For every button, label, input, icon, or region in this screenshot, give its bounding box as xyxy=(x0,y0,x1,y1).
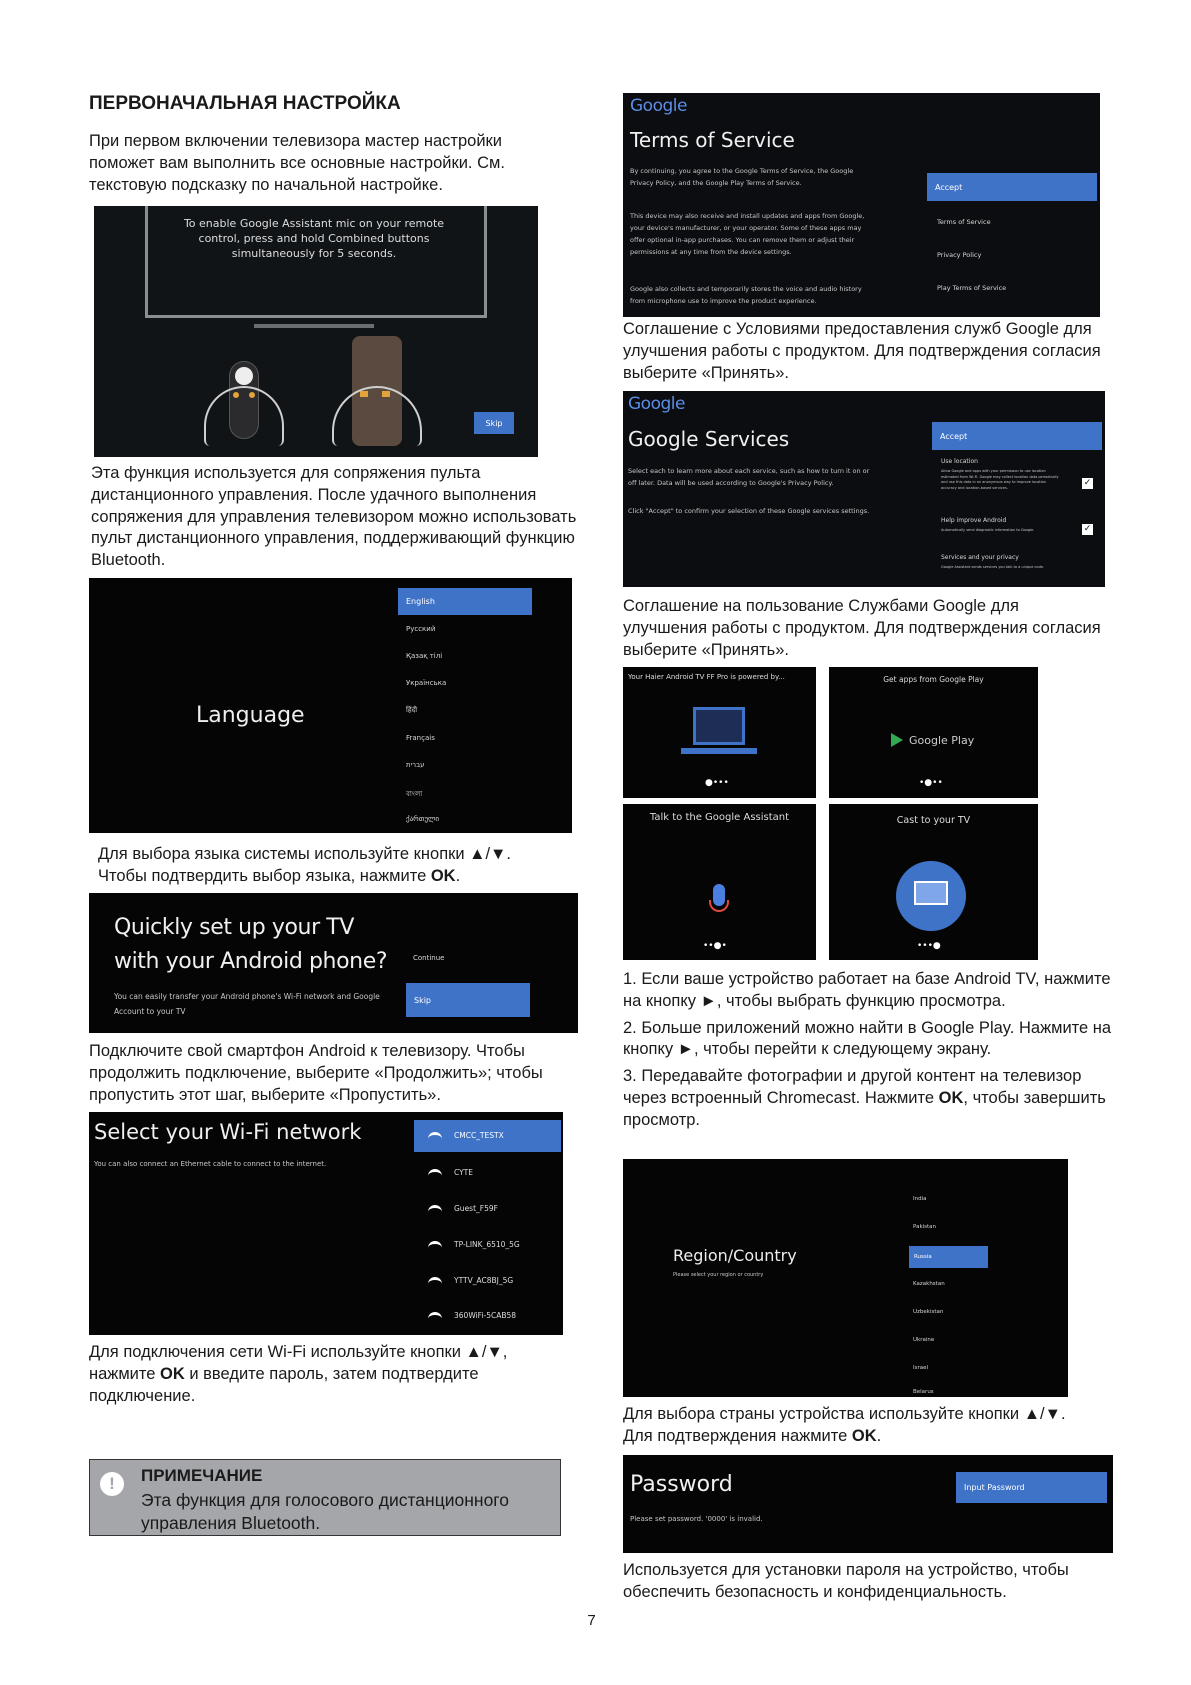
note-title: ПРИМЕЧАНИЕ xyxy=(141,1466,263,1485)
language-caption-line2: Чтобы подтвердить выбор языка, нажмите OK. xyxy=(98,866,461,885)
phone-setup-screen xyxy=(89,893,578,1033)
language-option[interactable]: বাংলা xyxy=(406,790,423,798)
use-location-desc: Allow Google and apps with your permission to use location estimated from Wi-Fi. Google may collect location data periodically and use this data in an anonymous way to improve location accuracy and location-based services. xyxy=(941,469,1059,490)
help-improve-label: Help improve Android xyxy=(941,517,1007,524)
wifi-icon xyxy=(428,1205,442,1213)
password-screen xyxy=(623,1455,1113,1553)
language-option[interactable]: Українська xyxy=(406,679,447,687)
tv-stand xyxy=(254,324,374,328)
password-input[interactable]: Input Password xyxy=(956,1472,1107,1503)
google-logo: Google xyxy=(630,96,687,116)
promo-cast-screen xyxy=(829,804,1038,960)
region-option-selected[interactable]: Russia xyxy=(909,1246,988,1268)
region-option[interactable]: Uzbekistan xyxy=(913,1309,944,1315)
wifi-icon xyxy=(428,1312,442,1320)
page-dots: •●•• xyxy=(919,778,943,788)
language-option[interactable]: Қазақ тілі xyxy=(406,652,443,660)
services-privacy-desc: Google Assistant sends services you talk to a unique code. xyxy=(941,565,1045,569)
terms-of-service-link[interactable]: Terms of Service xyxy=(937,218,991,226)
remote-pairing-screen xyxy=(94,206,538,457)
region-option[interactable]: India xyxy=(913,1196,927,1202)
region-caption-line1: Для выбора страны устройства используйте кнопки ▲/▼. xyxy=(623,1405,1066,1423)
wifi-caption: Для подключения сети Wi-Fi используйте кнопки ▲/▼, нажмите OK и введите пароль, затем подтвердите подключение. xyxy=(89,1343,508,1405)
region-option[interactable]: Pakistan xyxy=(913,1224,937,1230)
note-box xyxy=(89,1459,561,1536)
accept-button[interactable]: Accept xyxy=(932,422,1102,450)
promo-caption-2: 2. Больше приложений можно найти в Google Play. Нажмите на кнопку ►, чтобы перейти к следующему экрану. xyxy=(623,1018,1112,1059)
language-option[interactable]: עברית xyxy=(406,761,425,769)
page-dots: •••● xyxy=(917,941,941,951)
language-caption xyxy=(98,844,578,888)
privacy-policy-link[interactable]: Privacy Policy xyxy=(937,251,982,259)
language-title: Language xyxy=(196,703,305,728)
page-dots: ••●• xyxy=(703,941,727,951)
tos-paragraph: By continuing, you agree to the Google Terms of Service, the Google Privacy Policy, and the Google Play Terms of Service. xyxy=(630,167,854,187)
wifi-subtitle: You can also connect an Ethernet cable to connect to the internet. xyxy=(94,1160,327,1168)
skip-button[interactable]: Skip xyxy=(406,983,530,1017)
cast-icon xyxy=(896,861,966,931)
page-heading: ПЕРВОНАЧАЛЬНАЯ НАСТРОЙКА xyxy=(89,93,401,114)
services-privacy-label: Services and your privacy xyxy=(941,554,1019,561)
region-caption xyxy=(623,1404,1128,1448)
promo-title: Cast to your TV xyxy=(896,815,971,826)
wifi-title: Select your Wi-Fi network xyxy=(94,1120,362,1144)
wifi-icon xyxy=(428,1241,442,1249)
region-caption-line2: Для подтверждения нажмите OK. xyxy=(623,1426,882,1445)
promo-google-play-screen xyxy=(829,667,1038,798)
hands-left-icon xyxy=(204,386,284,446)
tv-icon xyxy=(693,707,745,745)
promo-assistant-screen xyxy=(623,804,816,960)
use-location-checkbox[interactable]: ✓ xyxy=(1083,478,1092,488)
promo-captions xyxy=(623,969,1128,1132)
region-title: Region/Country xyxy=(673,1246,797,1265)
language-option-selected[interactable]: English xyxy=(398,588,532,615)
tos-title: Terms of Service xyxy=(630,128,795,152)
region-screen xyxy=(623,1159,1068,1397)
note-text: Эта функция для голосового дистанционного управления Bluetooth. xyxy=(141,1490,510,1533)
tos-paragraph: This device may also receive and install updates and apps from Google, your device's manufacturer, or your operator. Some of these apps may offer optional in-app purchases. You can remove them or adjust their permissions at any time from the device settings. xyxy=(630,212,865,256)
phone-setup-subtitle: You can easily transfer your Android phone's Wi-Fi network and Google Account to your TV xyxy=(114,992,380,1016)
promo-caption-3: 3. Передавайте фотографии и другой контент на телевизор через встроенный Chromecast. Нажмите OK, чтобы завершить просмотр. xyxy=(623,1067,1106,1129)
tos-caption: Соглашение с Условиями предоставления служб Google для улучшения работы с продуктом. Для подтверждения согласия выберите «Принять». xyxy=(623,320,1101,382)
google-logo: Google xyxy=(628,394,685,414)
google-play-logo: Google Play xyxy=(909,734,975,747)
services-caption: Соглашение на пользование Службами Google для улучшения работы с продуктом. Для подтверждения согласия выберите «Принять». xyxy=(623,597,1101,659)
region-subtitle: Please select your region or country xyxy=(673,1272,764,1278)
promo-title: Talk to the Google Assistant xyxy=(649,812,790,823)
language-screen xyxy=(89,578,572,833)
region-option[interactable]: Belarus xyxy=(913,1389,934,1395)
wifi-icon xyxy=(428,1277,442,1285)
wifi-network[interactable]: Guest_F59F xyxy=(414,1193,561,1225)
promo-title: Get apps from Google Play xyxy=(883,675,984,684)
password-subtitle: Please set password. '0000' is invalid. xyxy=(630,1515,763,1523)
use-location-label: Use location xyxy=(941,458,978,465)
tv-stand-icon xyxy=(681,748,757,754)
wifi-network[interactable]: TP-LINK_6510_5G xyxy=(414,1229,561,1261)
help-improve-checkbox[interactable]: ✓ xyxy=(1083,524,1092,534)
phone-caption: Подключите свой смартфон Android к телевизору. Чтобы продолжить подключение, выберите «Продолжить»; чтобы пропустить этот шаг, выберите «Пропустить». xyxy=(89,1042,543,1104)
region-option[interactable]: Ukraine xyxy=(913,1337,935,1343)
wifi-icon xyxy=(428,1132,442,1140)
region-option[interactable]: Kazakhstan xyxy=(913,1281,945,1287)
google-play-icon xyxy=(891,733,903,747)
language-option[interactable]: ქართული xyxy=(406,815,440,823)
wifi-network[interactable]: CYTE xyxy=(414,1157,561,1189)
tos-paragraph: Google also collects and temporarily stores the voice and audio history from microphone use to improve the product experience. xyxy=(630,285,862,305)
wifi-icon xyxy=(428,1169,442,1177)
wifi-screen xyxy=(89,1112,563,1335)
password-title: Password xyxy=(630,1472,733,1497)
google-services-screen xyxy=(623,391,1105,587)
continue-button[interactable]: Continue xyxy=(413,954,445,962)
password-caption: Используется для установки пароля на устройство, чтобы обеспечить безопасность и конфиденциальность. xyxy=(623,1561,1069,1601)
wifi-network[interactable]: 360WiFi-5CAB58 xyxy=(414,1300,561,1332)
intro-text: При первом включении телевизора мастер настройки поможет вам выполнить все основные настройки. См. текстовую подсказку по начальной настройке. xyxy=(89,132,505,194)
wifi-network-selected[interactable]: CMCC_TESTX xyxy=(414,1120,561,1152)
skip-button[interactable]: Skip xyxy=(474,412,514,434)
remote-hint: To enable Google Assistant mic on your remote control, press and hold Combined buttons simultaneously for 5 seconds. xyxy=(183,217,445,260)
language-caption-line1: Для выбора языка системы используйте кнопки ▲/▼. xyxy=(98,845,511,863)
page-dots: ●••• xyxy=(705,778,729,788)
services-paragraph: Select each to learn more about each service, such as how to turn it on or off later. Data will be used according to Google's Privacy Policy. xyxy=(628,467,870,487)
promo-caption-1: 1. Если ваше устройство работает на базе Android TV, нажмите на кнопку ►, чтобы выбрать функцию просмотра. xyxy=(623,970,1111,1010)
language-option[interactable]: हिंदी xyxy=(406,706,418,714)
help-improve-desc: Automatically send diagnostic information to Google. xyxy=(941,528,1035,532)
phone-setup-title: Quickly set up your TV with your Android phone? xyxy=(114,915,388,974)
language-option[interactable]: Русский xyxy=(406,625,436,633)
wifi-network[interactable]: YTTV_AC8BJ_5G xyxy=(414,1265,561,1297)
remote-caption: Эта функция используется для сопряжения пульта дистанционного управления. После удачного выполнения сопряжения для управления телевизором можно использовать пульт дистанционного управления, поддерживающий функцию Bluetooth. xyxy=(91,464,577,570)
page-number: 7 xyxy=(587,1612,596,1629)
terms-of-service-screen xyxy=(623,93,1100,317)
services-paragraph: Click "Accept" to confirm your selection of these Google services settings. xyxy=(628,507,870,515)
region-option[interactable]: Israel xyxy=(913,1365,929,1371)
play-terms-link[interactable]: Play Terms of Service xyxy=(937,284,1007,292)
exclamation-icon: ! xyxy=(100,1472,124,1496)
language-option[interactable]: Français xyxy=(406,734,435,742)
hands-right-icon xyxy=(332,386,422,446)
promo-android-tv-screen xyxy=(623,667,816,798)
accept-button[interactable]: Accept xyxy=(927,173,1097,201)
promo-title: Your Haier Android TV FF Pro is powered by... xyxy=(628,673,785,681)
services-title: Google Services xyxy=(628,427,790,451)
